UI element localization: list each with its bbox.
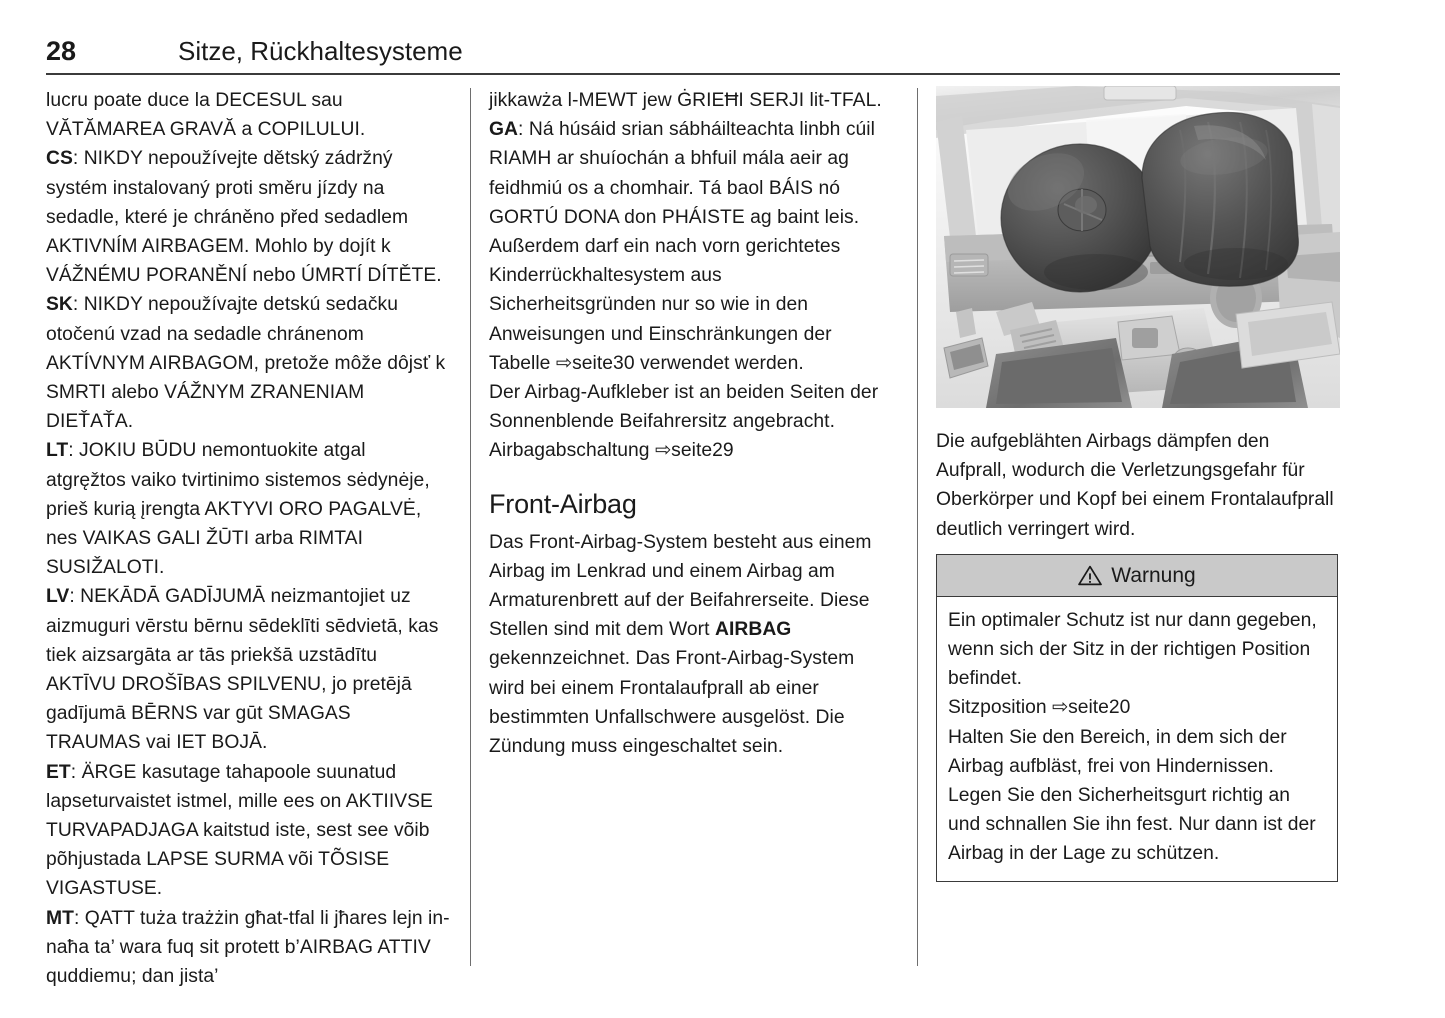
paragraph-text: jikkawża l-MEWT jew ĠRIEĦI SERJI lit-TFAL. [489,90,882,111]
header-rule [46,73,1340,75]
language-code: LT [46,440,69,462]
warning-box [936,554,1338,882]
paragraph [46,758,450,904]
language-code: ET [46,761,71,783]
page-header [46,34,1340,76]
paragraph [489,378,893,436]
middle-column-body [489,86,893,466]
paragraph [46,582,450,757]
cross-reference[interactable] [489,436,893,465]
paragraph-text: : ÄRGE kasutage tahapoole suunatud lapseturvaistet istmel, mille ees on AKTIIVSE TURVAPADJAGA kaitstud iste, sest see võib põhjustada LAPSE SURMA või TÕSISE VIGASTUSE. [46,761,433,900]
warning-triangle-icon [1078,565,1102,586]
language-code: GA [489,119,519,141]
paragraph [46,290,450,436]
column-divider-right [917,88,918,966]
section-heading-front-airbag: Front-Airbag [489,488,637,519]
language-code: LV [46,586,70,608]
warning-box-title: Warnung [1111,563,1196,587]
paragraph [46,904,450,992]
page-number: 28 [46,36,77,66]
paragraph [489,528,893,762]
paragraph-text: Außerdem darf ein nach vorn gerichtetes Kinderrückhaltesystem aus Sicherheitsgründen nur so wie in den Anweisungen und Einschränkungen der Tabelle ⇨seite30 verwendet werden. [489,236,841,374]
cross-reference-text: Airbagabschaltung ⇨seite29 [489,440,734,462]
paragraph-text: lucru poate duce la DECESUL sau VĂTĂMAREA GRAVĂ a COPILULUI. [46,90,366,141]
illustration-caption: Die aufgeblähten Airbags dämpfen den Aufprall, wodurch die Verletzungsgefahr für Oberkörper und Kopf bei einem Frontalaufprall deutlich verringert wird. [936,431,1334,540]
page-title: Sitze, Rückhaltesysteme [178,36,463,66]
paragraph-text-after: gekennzeichnet. Das Front-Airbag-System wird bei einem Frontalaufprall ab einer bestimmten Unfallschwere ausgelöst. Die Zündung muss eingeschaltet sein. [489,648,855,758]
paragraph-text: : NEKĀDĀ GADĪJUMĀ neizmantojiet uz aizmuguri vērstu bērnu sēdeklīti sēdvietā, kas tiek aizsargāta ar tās priekšā uzstādītu AKTĪVU DROŠĪBAS SPILVENU, jo pretējā gadījumā BĒRNS var gūt SMAGAS TRAUMAS vai IET BOJĀ. [46,586,439,754]
paragraph-text: : JOKIU BŪDU nemontuokite atgal atgręžtos vaiko tvirtinimo sistemos sėdynėje, prieš kurią įrengta AKTYVI ORO PAGALVĖ, nes VAIKAS GALI ŽŪTI arba RIMTAI SUSIŽALOTI. [46,440,430,579]
front-airbag-description [489,528,893,762]
paragraph-text: : Ná húsáid srian sábháilteachta linbh cúil RIAMH ar shuíochán a bhfuil mála aeir ag feidhmiú os a chomhair. Tá baol BÁIS nó GORTÚ DONA don PHÁISTE ag baint leis. [489,119,875,228]
paragraph-text: : NIKDY nepoužívajte detskú sedačku otočenú vzad na sedadle chránenom AKTÍVNYM AIRBAGOM, pretože môže dôjsť k SMRTI alebo VÁŽNYM ZRANENIAM DIEŤAŤA. [46,294,446,433]
language-code: SK [46,294,73,316]
paragraph-text: : QATT tuża trażżin għat-tfal li jħares lejn in-naħa ta’ wara fuq sit protett b’AIRBAG ATTIV quddiemu; dan jista’ [46,907,450,988]
language-code: MT [46,907,74,929]
paragraph [46,144,450,290]
airbag-deployment-illustration [936,86,1340,408]
language-code: CS [46,148,73,170]
paragraph [489,86,893,115]
warning-box-body [937,597,1337,881]
warning-body-text: Ein optimaler Schutz ist nur dann gegeben, wenn sich der Sitz in der richtigen Position befindet. Sitzposition ⇨seite20 Halten Sie den Bereich, in dem sich der Airbag aufbläst, frei von Hindernissen. Legen Sie den Sicherheitsgurt richtig an und schnallen Sie ihn fest. Nur dann ist der Airbag in der Lage zu schützen. [948,609,1317,865]
paragraph [46,436,450,582]
column-divider-left [470,88,471,966]
paragraph-text: : NIKDY nepoužívejte dětský zádržný systém instalovaný proti směru jízdy na sedadle, které je chráněno před sedadlem AKTIVNÍM AIRBAGEM. Mohlo by dojít k VÁŽNÉMU PORANĚNÍ nebo ÚMRTÍ DÍTĚTE. [46,148,442,287]
paragraph-text: Der Airbag-Aufkleber ist an beiden Seiten der Sonnenblende Beifahrersitz angebracht. [489,382,879,433]
paragraph [489,232,893,378]
left-column-body [46,86,450,991]
paragraph-text-before: Das Front-Airbag-System besteht aus einem Airbag im Lenkrad und einem Airbag am Armaturenbrett auf der Beifahrerseite. Diese Stellen sind mit dem Wort [489,531,872,641]
middle-column [489,86,893,761]
emphasis-airbag-label: AIRBAG [714,619,792,641]
right-column [936,86,1340,882]
paragraph [46,86,450,144]
warning-box-header [937,555,1337,597]
illustration-svg [936,86,1340,408]
left-column [46,86,450,991]
paragraph [489,115,893,232]
